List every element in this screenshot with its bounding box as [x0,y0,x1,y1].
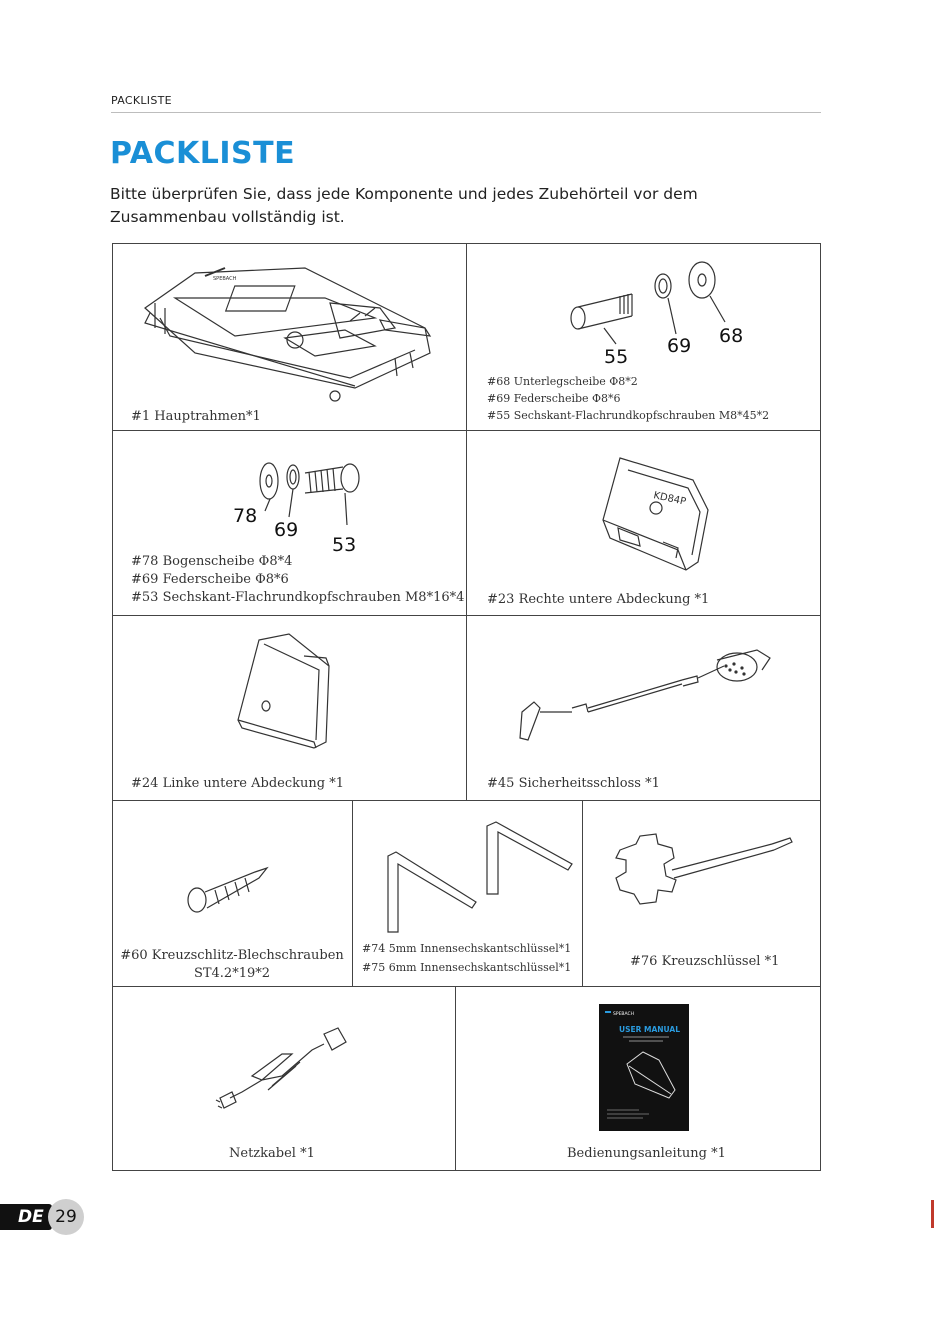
left-lower-cover-illustration [234,630,344,755]
caption-safety-key: #45 Sicherheitsschloss *1 [487,776,660,791]
tapping-screw-illustration [185,862,270,917]
caption-power-cable: Netzkabel *1 [229,1146,315,1161]
page-title: PACKLISTE [110,136,296,171]
callout-53: 53 [332,534,357,556]
grid-row-divider [112,800,821,801]
caption-hex-key-74: #74 5mm Innensechskantschlüssel*1 [362,942,572,955]
intro-text: Bitte überprüfen Sie, dass jede Komponente und jedes Zubehörteil vor dem Zusammenbau vollständig ist. [110,185,698,226]
callout-78: 78 [233,505,258,527]
caption-part-78: #78 Bogenscheibe Φ8*4 [131,554,293,569]
caption-cross-key: #76 Kreuzschlüssel *1 [630,954,780,969]
callout-69: 69 [667,335,692,357]
callout-68: 68 [719,325,744,347]
grid-col-divider [352,800,353,986]
power-cable-illustration [212,1020,352,1115]
bolt-set-53-illustration [255,455,370,515]
caption-screws-60-size: ST4.2*19*2 [193,966,271,981]
callout-69b: 69 [274,519,299,541]
grid-col-divider [455,986,456,1171]
right-lower-cover-illustration [598,450,718,575]
caption-hex-key-75: #75 6mm Innensechskantschlüssel*1 [362,961,572,974]
cover-part-mark: KD84P [652,490,687,508]
safety-key-illustration [512,640,777,750]
grid-row-divider [112,986,821,987]
caption-manual: Bedienungsanleitung *1 [567,1146,726,1161]
caption-part-55: #55 Sechskant-Flachrundkopfschrauben M8*45*2 [487,409,770,422]
frame-logo-text: SPEBACH [213,276,237,282]
caption-main-frame: #1 Hauptrahmen*1 [131,409,261,424]
user-manual-cover-image [599,1004,689,1131]
grid-col-divider [466,243,467,800]
treadmill-main-frame-illustration [135,258,445,408]
caption-right-cover: #23 Rechte untere Abdeckung *1 [487,592,710,607]
page-number: 29 [48,1199,84,1235]
callout-55: 55 [604,346,629,368]
caption-part-69b: #69 Federscheibe Φ8*6 [131,572,289,587]
hex-keys-illustration [382,820,577,935]
grid-col-divider [582,800,583,986]
caption-screws-60: #60 Kreuzschlitz-Blechschrauben [120,948,344,963]
language-badge: DE [0,1204,52,1230]
caption-part-53: #53 Sechskant-Flachrundkopfschrauben M8*16*4 [131,590,465,605]
caption-left-cover: #24 Linke untere Abdeckung *1 [131,776,344,791]
cross-wrench-illustration [612,830,797,915]
caption-part-68: #68 Unterlegscheibe Φ8*2 [487,375,638,388]
caption-part-69: #69 Federscheibe Φ8*6 [487,392,621,405]
header-section-label: PACKLISTE [111,94,172,107]
manual-cover-brand: SPEBACH [613,1012,635,1017]
header-rule [111,112,821,113]
manual-cover-title: USER MANUAL [619,1025,680,1034]
